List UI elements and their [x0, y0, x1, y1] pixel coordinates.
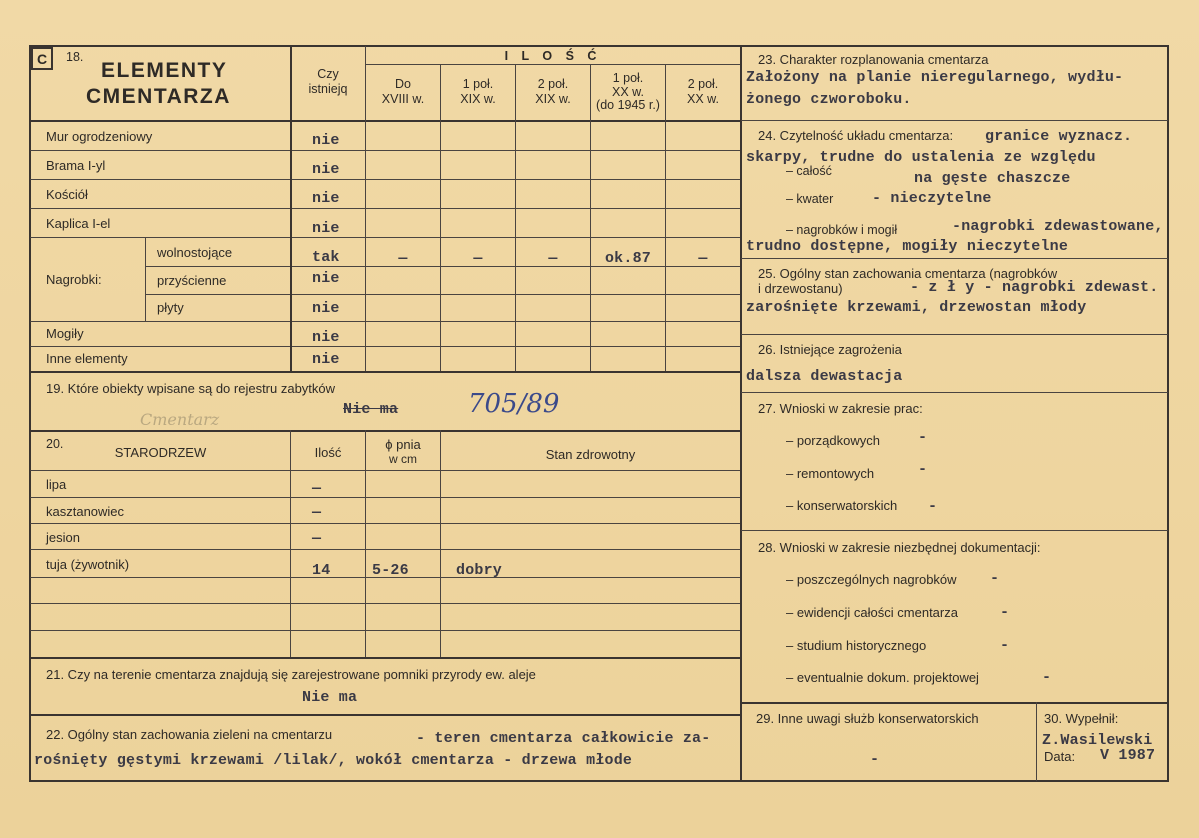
value-period-2: — — [473, 250, 483, 267]
s24-value3: na gęste chaszcze — [914, 170, 1071, 187]
value-wolnostojace: tak — [312, 249, 340, 266]
s24-value6: trudno dostępne, mogiły nieczytelne — [746, 238, 1069, 255]
s20-stan-header: Stan zdrowotny — [545, 447, 636, 462]
s30-date: V 1987 — [1100, 747, 1156, 764]
s24-value4: - nieczytelne — [872, 190, 992, 207]
row-rule — [30, 208, 740, 209]
col-rule — [665, 64, 666, 371]
s28-item-projektowej: – eventualnie dokum. projektowej — [786, 670, 979, 685]
row-rule — [741, 702, 1168, 704]
tree-pnia-tuja: 5-26 — [372, 562, 409, 579]
row-label-mur: Mur ogrodzeniowy — [46, 129, 153, 144]
period-header-1: Do XVIII w. — [381, 77, 425, 106]
row-label-inne: Inne elementy — [46, 351, 128, 366]
row-rule — [30, 497, 740, 498]
row-rule — [30, 346, 740, 347]
s27-value-porzadkowych: - — [918, 429, 928, 446]
col-rule — [440, 430, 441, 657]
s29-value: - — [870, 751, 880, 768]
row-label-przyscienne: przyścienne — [157, 273, 227, 288]
row-label-brama: Brama I-yl — [46, 158, 106, 173]
s22-value-line1: - teren cmentarza całkowicie za- — [416, 730, 711, 747]
page-title-line2: CMENTARZA — [86, 85, 231, 108]
s28-value-nagrobkow: - — [990, 570, 1000, 587]
value-przyscienne: nie — [312, 270, 340, 287]
value-kosciol: nie — [312, 190, 340, 207]
tree-name-jesion: jesion — [46, 530, 80, 545]
ilosc-rule — [365, 64, 740, 65]
s22-value-line2: rośnięty gęstymi krzewami /lilak/, wokół cmentarza - drzewa młode — [34, 752, 633, 769]
s20-pnia-header: ϕ pnia w cm — [385, 437, 421, 466]
value-period-5: — — [698, 250, 708, 267]
ilosc-header: I L O Ś Ć — [504, 49, 602, 63]
row-rule — [30, 179, 740, 180]
col-rule — [290, 430, 291, 657]
s27-label: 27. Wnioski w zakresie prac: — [758, 401, 923, 416]
row-rule — [30, 523, 740, 524]
row-rule — [741, 258, 1168, 259]
header-rule — [30, 120, 740, 122]
tree-ilosc-tuja: 14 — [312, 562, 331, 579]
s30-name: Z.Wasilewski — [1042, 732, 1153, 749]
s24-calosc-label: – całość — [786, 164, 832, 178]
row-label-wolnostojace: wolnostojące — [157, 245, 233, 260]
s19-value: Nie ma — [343, 401, 399, 418]
col-rule — [440, 64, 441, 371]
s28-item-ewidencji: – ewidencji całości cmentarza — [786, 605, 958, 620]
row-rule — [741, 530, 1168, 531]
section-number: 18. — [66, 50, 84, 64]
col-rule — [515, 64, 516, 371]
s28-label: 28. Wnioski w zakresie niezbędnej dokumentacji: — [758, 540, 1041, 555]
s21-value: Nie ma — [302, 689, 358, 706]
row-rule — [30, 549, 740, 550]
col-rule — [1036, 702, 1037, 781]
s28-value-studium: - — [1000, 637, 1010, 654]
period-header-4: 1 poł. XX w. (do 1945 r.) — [596, 71, 660, 112]
row-rule — [30, 657, 740, 659]
s26-value: dalsza dewastacja — [746, 368, 903, 385]
s28-value-projektowej: - — [1042, 669, 1052, 686]
czy-header: Czy istniejq — [308, 67, 348, 96]
s25-value2: zarośnięte krzewami, drzewostan młody — [746, 299, 1087, 316]
value-period-1: — — [398, 250, 408, 267]
value-kaplica: nie — [312, 220, 340, 237]
s25-value1: - z ł y - nagrobki zdewast. — [910, 279, 1159, 296]
row-rule — [30, 150, 740, 151]
period-header-5: 2 poł. XX w. — [687, 77, 719, 106]
tree-name-lipa: lipa — [46, 477, 67, 492]
row-label-kaplica: Kaplica I-el — [46, 216, 111, 231]
s24-value1: granice wyznacz. — [985, 128, 1133, 145]
section-letter: C — [37, 51, 48, 67]
s25-label-line2: i drzewostanu) — [758, 281, 843, 296]
s22-label: 22. Ogólny stan zachowania zieleni na cmentarzu — [46, 727, 333, 742]
s28-item-nagrobkow: – poszczególnych nagrobków — [786, 572, 957, 587]
value-mur: nie — [312, 132, 340, 149]
row-label-plyty: płyty — [157, 300, 184, 315]
row-rule — [145, 294, 740, 295]
s23-label: 23. Charakter rozplanowania cmentarza — [758, 52, 989, 67]
row-rule — [30, 603, 740, 604]
s29-label: 29. Inne uwagi służb konserwatorskich — [756, 711, 979, 726]
row-rule — [30, 371, 740, 373]
tree-ilosc-lipa: — — [312, 480, 322, 497]
row-label-mogily: Mogiły — [46, 326, 84, 341]
s19-handwritten-word: Cmentarz — [140, 410, 220, 429]
row-rule — [30, 430, 740, 432]
tree-name-tuja: tuja (żywotnik) — [46, 557, 130, 572]
row-rule — [741, 120, 1168, 121]
value-period-4: ok.87 — [604, 250, 651, 267]
s23-value-line2: żonego czworoboku. — [746, 91, 912, 108]
s28-item-studium: – studium historycznego — [786, 638, 927, 653]
s24-nagrobkow-label: – nagrobków i mogił — [786, 223, 898, 237]
tree-name-kasztanowiec: kasztanowiec — [46, 504, 125, 519]
page-title-line1: ELEMENTY — [101, 59, 228, 82]
s27-item-remontowych: – remontowych — [786, 466, 875, 481]
s30-date-label: Data: — [1044, 749, 1076, 764]
s20-title: STARODRZEW — [114, 445, 207, 460]
row-rule — [741, 392, 1168, 393]
s27-item-porzadkowych: – porządkowych — [786, 433, 880, 448]
s28-value-ewidencji: - — [1000, 604, 1010, 621]
s25-label-line1: 25. Ogólny stan zachowania cmentarza (nagrobków — [758, 266, 1058, 281]
tree-ilosc-jesion: — — [312, 530, 322, 547]
row-rule — [30, 321, 740, 322]
row-label-kosciol: Kościół — [46, 187, 88, 202]
s21-label: 21. Czy na terenie cmentarza znajdują się zarejestrowane pomniki przyrody ew. aleje — [46, 667, 536, 682]
s19-label: 19. Które obiekty wpisane są do rejestru zabytków — [46, 381, 336, 396]
section-box — [31, 47, 53, 70]
row-rule — [30, 470, 740, 471]
s27-value-remontowych: - — [918, 461, 928, 478]
s24-kwater-label: – kwater — [786, 192, 834, 206]
value-plyty: nie — [312, 300, 340, 317]
s20-number: 20. — [46, 437, 64, 451]
s20-ilosc-header: Ilość — [314, 445, 342, 460]
s30-label: 30. Wypełnił: — [1044, 711, 1119, 726]
s24-value5: -nagrobki zdewastowane, — [952, 218, 1164, 235]
tree-stan-tuja: dobry — [456, 562, 503, 579]
period-header-2: 1 poł. XIX w. — [460, 77, 496, 106]
row-rule — [741, 334, 1168, 335]
s23-value-line1: Założony na planie nieregularnego, wydłu- — [746, 69, 1124, 86]
value-mogily: nie — [312, 329, 340, 346]
row-rule — [30, 237, 740, 238]
s27-item-konserwatorskich: – konserwatorskich — [786, 498, 898, 513]
row-label-nagrobki: Nagrobki: — [46, 272, 102, 287]
s19-handwritten-number: 705/89 — [468, 389, 560, 419]
value-brama: nie — [312, 161, 340, 178]
s27-value-konserwatorskich: - — [928, 498, 938, 515]
row-rule — [30, 630, 740, 631]
s26-label: 26. Istniejące zagrożenia — [758, 342, 902, 357]
row-rule — [30, 714, 740, 716]
period-header-3: 2 poł. XIX w. — [535, 77, 571, 106]
value-period-3: — — [548, 250, 558, 267]
tree-ilosc-kasztanowiec: — — [312, 504, 322, 521]
value-inne: nie — [312, 351, 340, 368]
s24-value2: skarpy, trudne do ustalenia ze względu — [746, 149, 1096, 166]
divider-main — [740, 46, 742, 781]
col-rule — [145, 237, 146, 321]
s24-label: 24. Czytelność układu cmentarza: — [758, 128, 954, 143]
